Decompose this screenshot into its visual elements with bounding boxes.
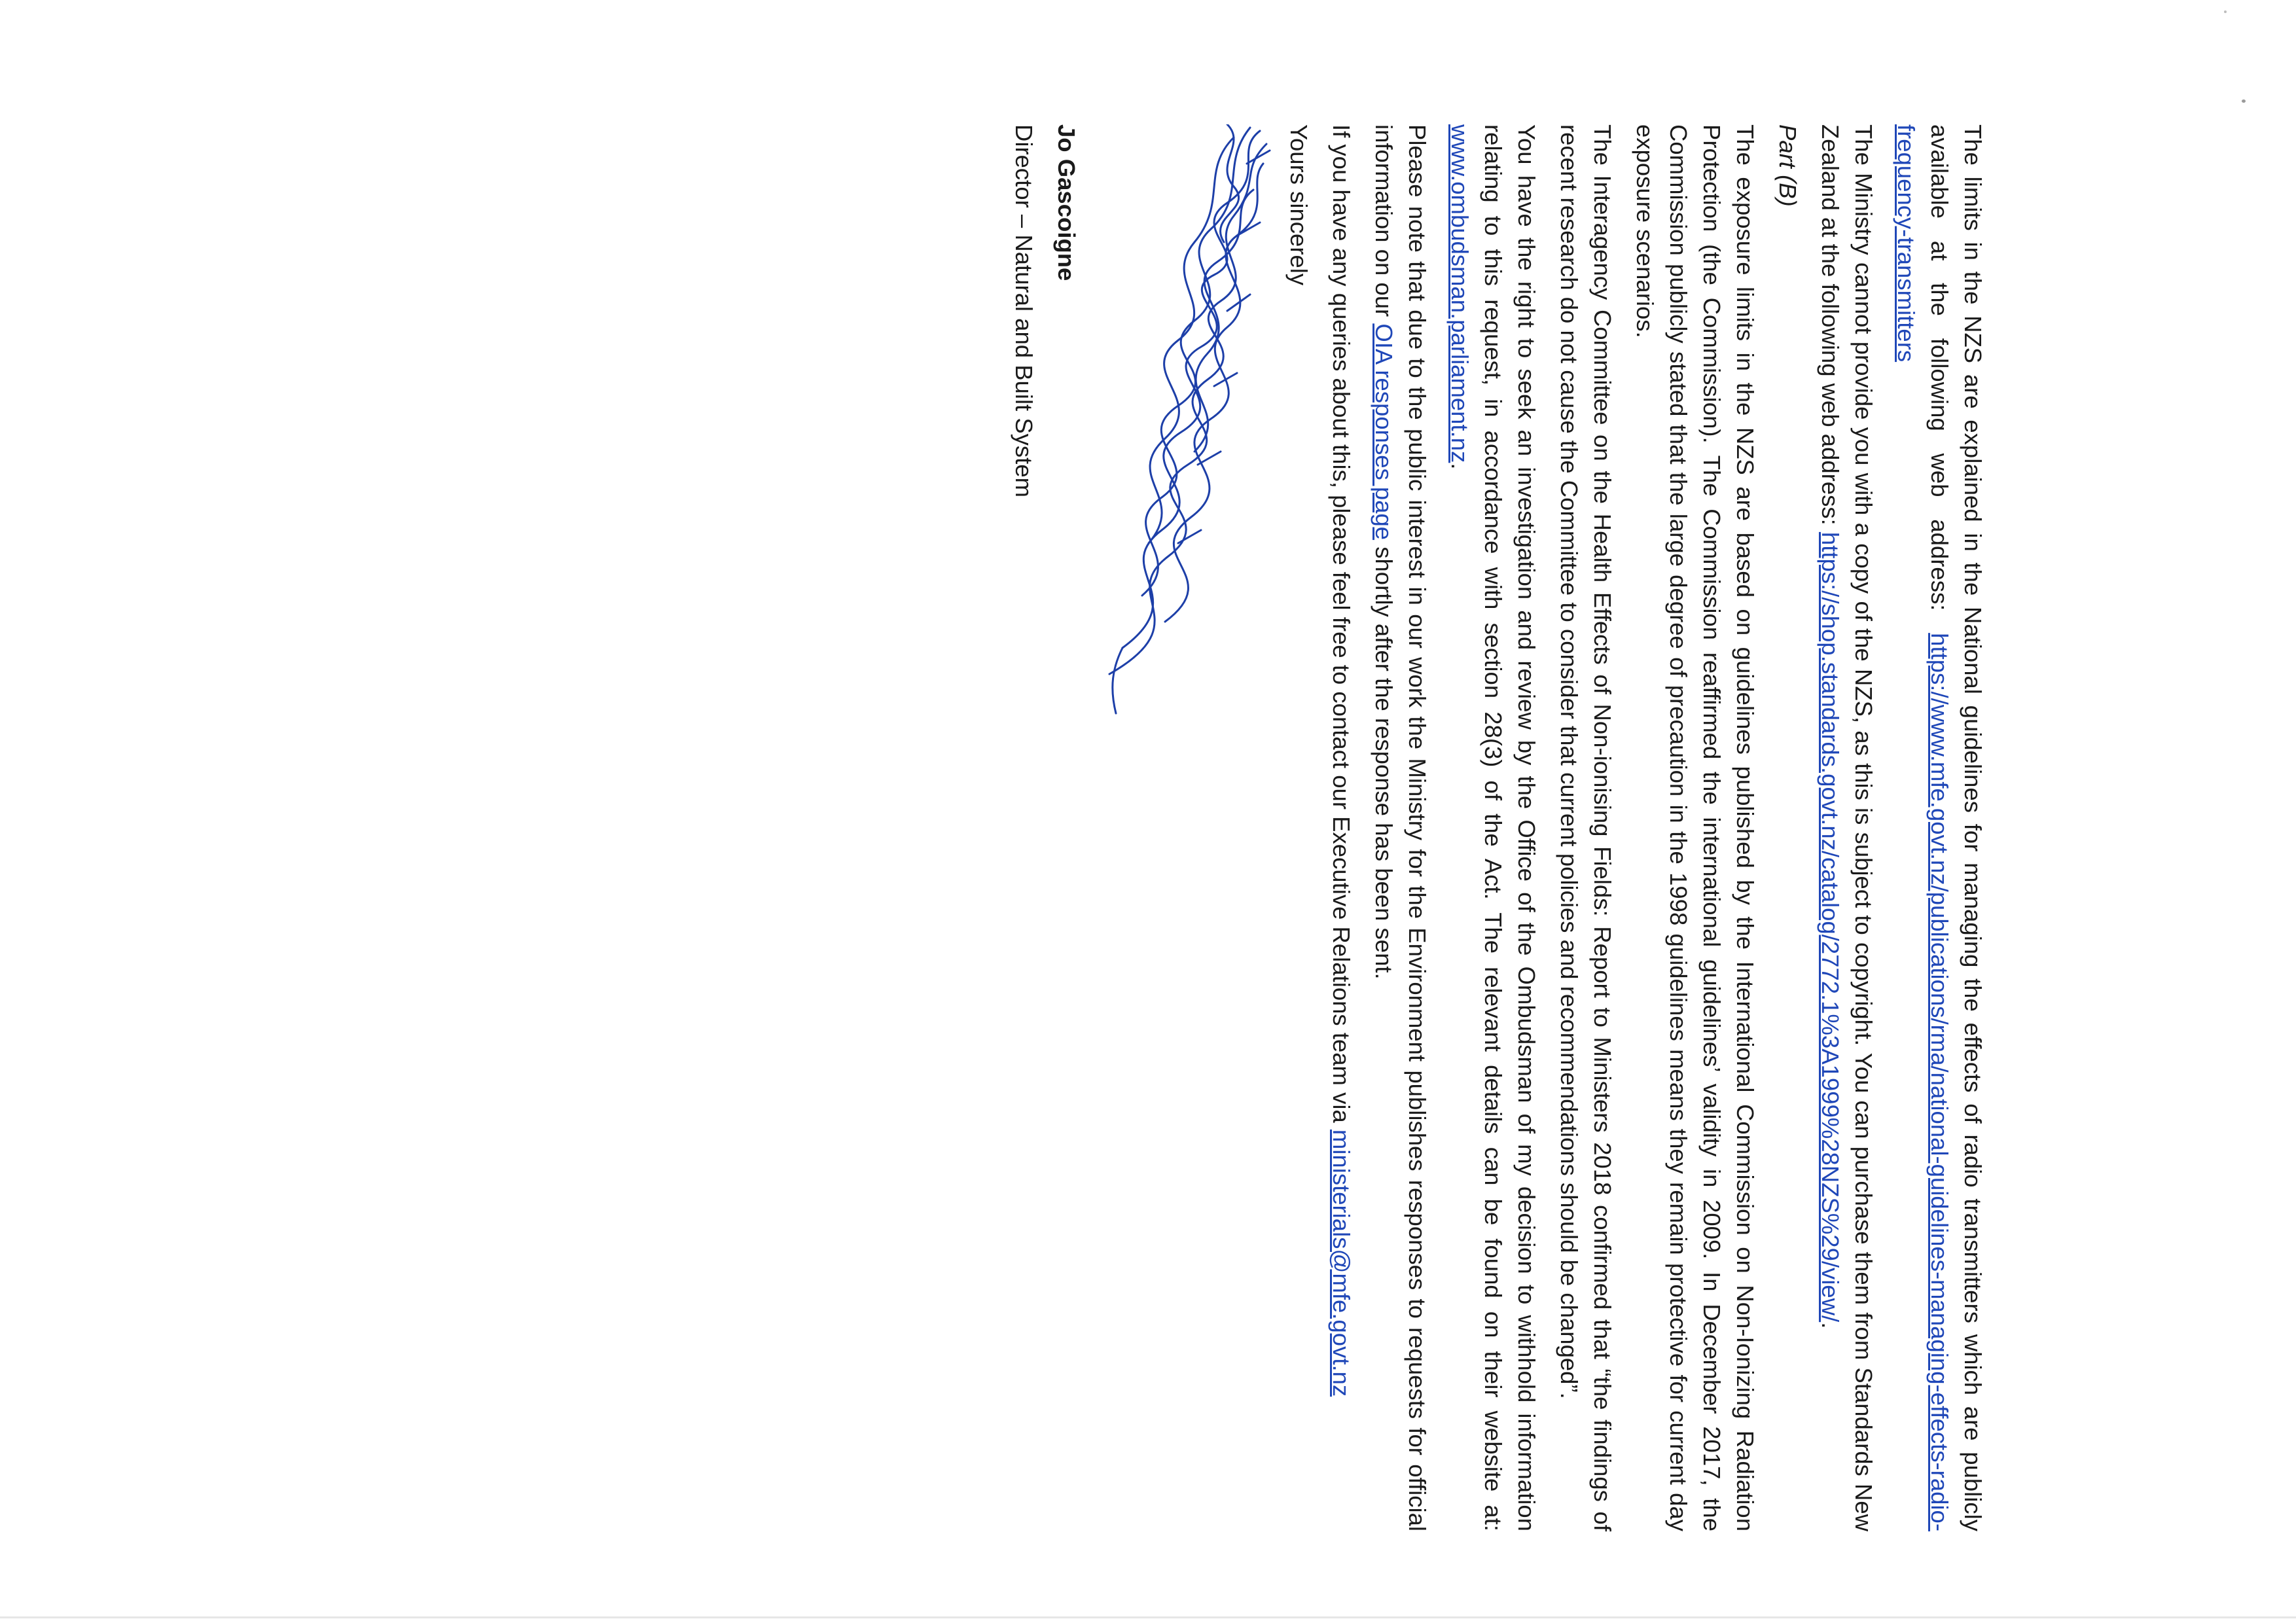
signatory-title: Director – Natural and Built System	[1011, 124, 1037, 498]
oia-responses-link[interactable]: OIA responses page	[1371, 323, 1397, 541]
closing-salutation: Yours sincerely	[1285, 124, 1312, 286]
ombudsman-link[interactable]: www.ombudsman.parliament.nz	[1446, 124, 1473, 463]
mfe-guidelines-link[interactable]: https://www.mfe.govt.nz/publications/rma/national-guidelines-managing-effects-radio-frequency-transmitters	[1893, 124, 1953, 1531]
paragraph-text: The limits in the NZS are explained in the National guidelines for managing the effects of radio transmitters which are publicly available at the following web address:	[1926, 124, 1986, 1531]
letter-page	[615, 124, 1990, 1531]
paragraph-ombudsman	[1443, 124, 1543, 1531]
paragraph-nzs-limits	[1890, 124, 1990, 1531]
scan-edge-line	[0, 1616, 2296, 1618]
paragraph-interagency-committee: The Interagency Committee on the Health Effects of Non-ionising Fields: Report to Ministers 2018 confirmed that “the findings of recent research do not cause the Committee to consider that current policies and recommendations should be changed”.	[1556, 124, 1616, 1531]
standards-shop-link[interactable]: https://shop.standards.govt.nz/catalog/2772.1%3A1999%28NZS%29/view/	[1817, 531, 1844, 1323]
paragraph-oia-publishing	[1367, 124, 1434, 1531]
paragraph-text: You have the right to seek an investigation and review by the Office of the Ombudsman of my decision to withhold information relating to this request, in accordance with section 28(3) of the Act. The relevant details can be found on their website at:	[1480, 124, 1540, 1531]
signature-area	[1083, 124, 1273, 1531]
paragraph-text: Please note that due to the public interest in our work the Ministry for the Environment publishes responses to requests for official information on our	[1371, 124, 1431, 1531]
part-b-heading: Part (B)	[1774, 124, 1801, 207]
paragraph-queries	[1325, 124, 1358, 1531]
paragraph-text: shortly after the response has been sent.	[1371, 540, 1397, 980]
signatory-name: Jo Gascoigne	[1053, 124, 1080, 281]
scan-speck	[2242, 99, 2246, 103]
paragraph-copyright	[1814, 124, 1880, 1531]
punctuation: .	[1817, 1322, 1844, 1329]
punctuation: .	[1446, 463, 1473, 470]
ministerials-email-link[interactable]: ministerials@mfe.govt.nz	[1328, 1129, 1355, 1397]
handwritten-signature	[1103, 124, 1273, 726]
paragraph-text: If you have any queries about this, please feel free to contact our Executive Relations team via	[1328, 124, 1355, 1130]
paragraph-text: The Ministry cannot provide you with a copy of the NZS, as this is subject to copyright. You can purchase them from Standards New Zealand at the following web address:	[1817, 124, 1877, 1531]
paragraph-exposure-limits: The exposure limits in the NZS are based on guidelines published by the International Commission on Non-Ionizing Radiation Protection (the Commission). The Commission reaffirmed the international guidelines’ validity in 2009. In December 2017, the Commission publicly stated that the large degree of precaution in the 1998 guidelines means they remain protective for current day exposure scenarios.	[1632, 124, 1759, 1531]
scan-speck	[2224, 10, 2227, 13]
